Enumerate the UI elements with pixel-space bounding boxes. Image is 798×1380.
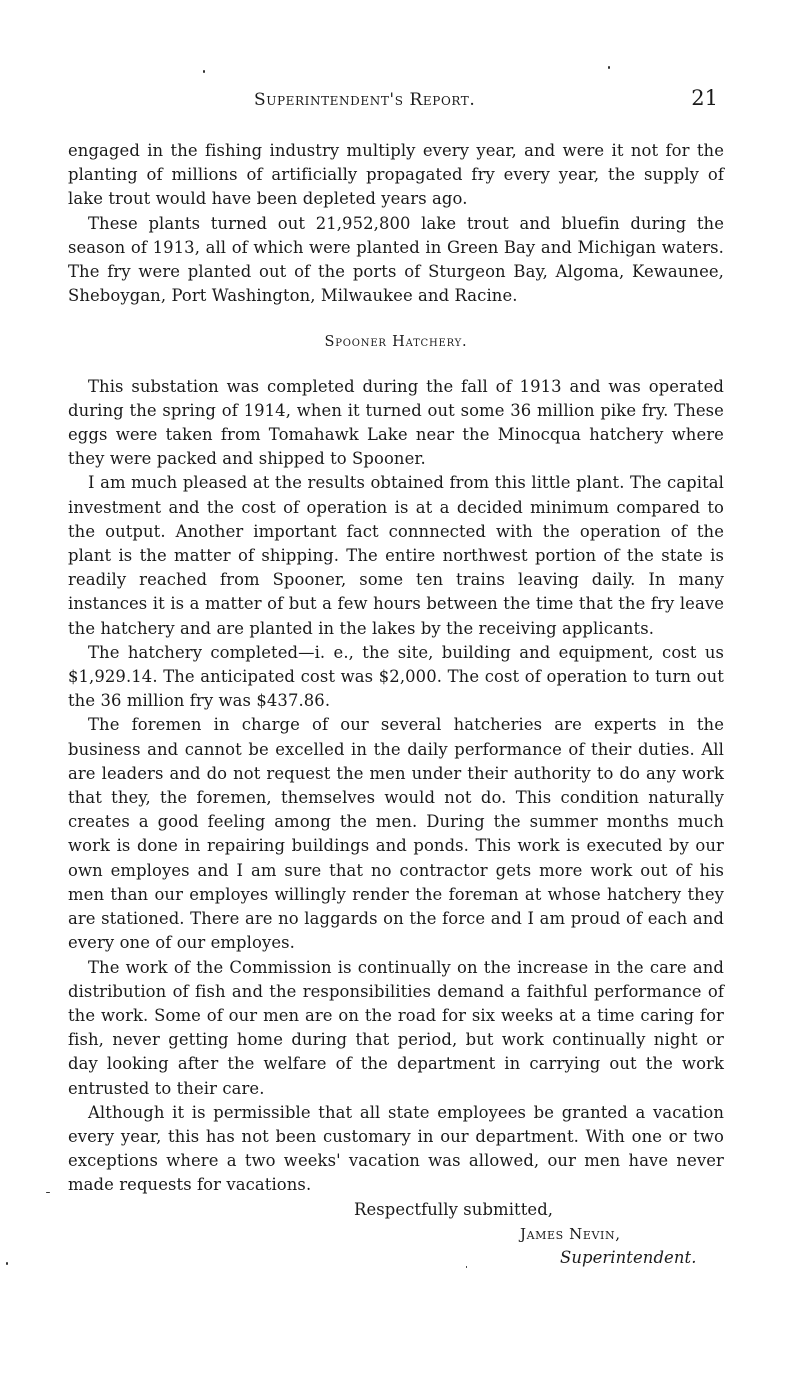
paragraph-foremen: The foremen in charge of our several hatcheries are experts in the business and cannot be excelled in the daily performance of their duties. All are leaders and do not request the men under their authority to do any work that they, the foremen, themselves would not do. This condition naturally creates a good feeling among the men. During the summer months much work is done in repairing buildings and ponds. This work is executed by our own employes and I am sure that no contractor gets more work out of his men than our employes willingly render the foreman at whose hatchery they are stationed. There are no laggards on the force and I am proud of each and every one of our employes. [68,715,724,953]
paragraph-continued: engaged in the fishing industry multiply every year, and were it not for the planting of millions of artificially propagated fry every year, the supply of lake trout would have been depleted years ago. [68,141,724,209]
paragraph-cost: The hatchery completed—i. e., the site, building and equipment, cost us $1,929.14. The anticipated cost was $2,000. The cost of operation to turn out the 36 million fry was $437.86. [68,642,724,711]
print-speck [46,1192,50,1193]
paragraph-substation: This substation was completed during the fall of 1913 and was operated during the spring of 1914, when it turned out some 36 million pike fry. These eggs were taken from Tomahawk Lake near the Minocqua hatchery where they were packed and shipped to Spooner. [68,376,724,469]
paragraph-results: I am much pleased at the results obtained from this little plant. The capital investment and the cost of operation is at a decided minimum compared to the output. Another important fact connnected with the operation of the plant is the matter of shipping. The entire northwest portion of the state is readily reached from Spooner, some ten trains leaving daily. In many instances it is a matter of but a few hours between the time that the fry leave the hatchery and are planted in the lakes by the receiving applicants. [68,473,724,638]
paragraph-commission-work: The work of the Commission is continually on the increase in the care and distribution of fish and the responsibilities demand a faithful performance of the work. Some of our men are on the road for six weeks at a time caring for fish, never getting home during that period, but work continually night or day looking after the welfare of the department in carrying out the work entrusted to their care. [68,957,724,1098]
closing-block [68,1198,724,1271]
closing-salutation: Respectfully submitted, [354,1199,554,1219]
print-speck [6,1262,8,1265]
paragraph-plants-1913: These plants turned out 21,952,800 lake trout and bluefin during the season of 1913, all of which were planted in Green Bay and Michigan waters. The fry were planted out of the ports of Sturgeon Bay, Algoma, Kewaunee, Sheboygan, Port Washington, Milwaukee and Racine. [68,213,724,306]
running-head: Superintendent's Report. [254,90,476,110]
signatory-title: Superintendent. [560,1247,697,1267]
paragraph-vacations: Although it is permissible that all state employees be granted a vacation every year, this has not been customary in our department. With one or two exceptions where a two weeks' vacation was allowed, our men have never made requests for vacations. [68,1102,724,1195]
page-header [68,86,724,116]
page-number: 21 [691,86,718,110]
print-speck [608,66,610,69]
body-text [68,139,724,1270]
print-speck [466,1266,467,1268]
print-speck [203,70,205,73]
signatory-name: James Nevin, [520,1224,621,1243]
section-heading-spooner-hatchery: Spooner Hatchery. [324,334,468,351]
